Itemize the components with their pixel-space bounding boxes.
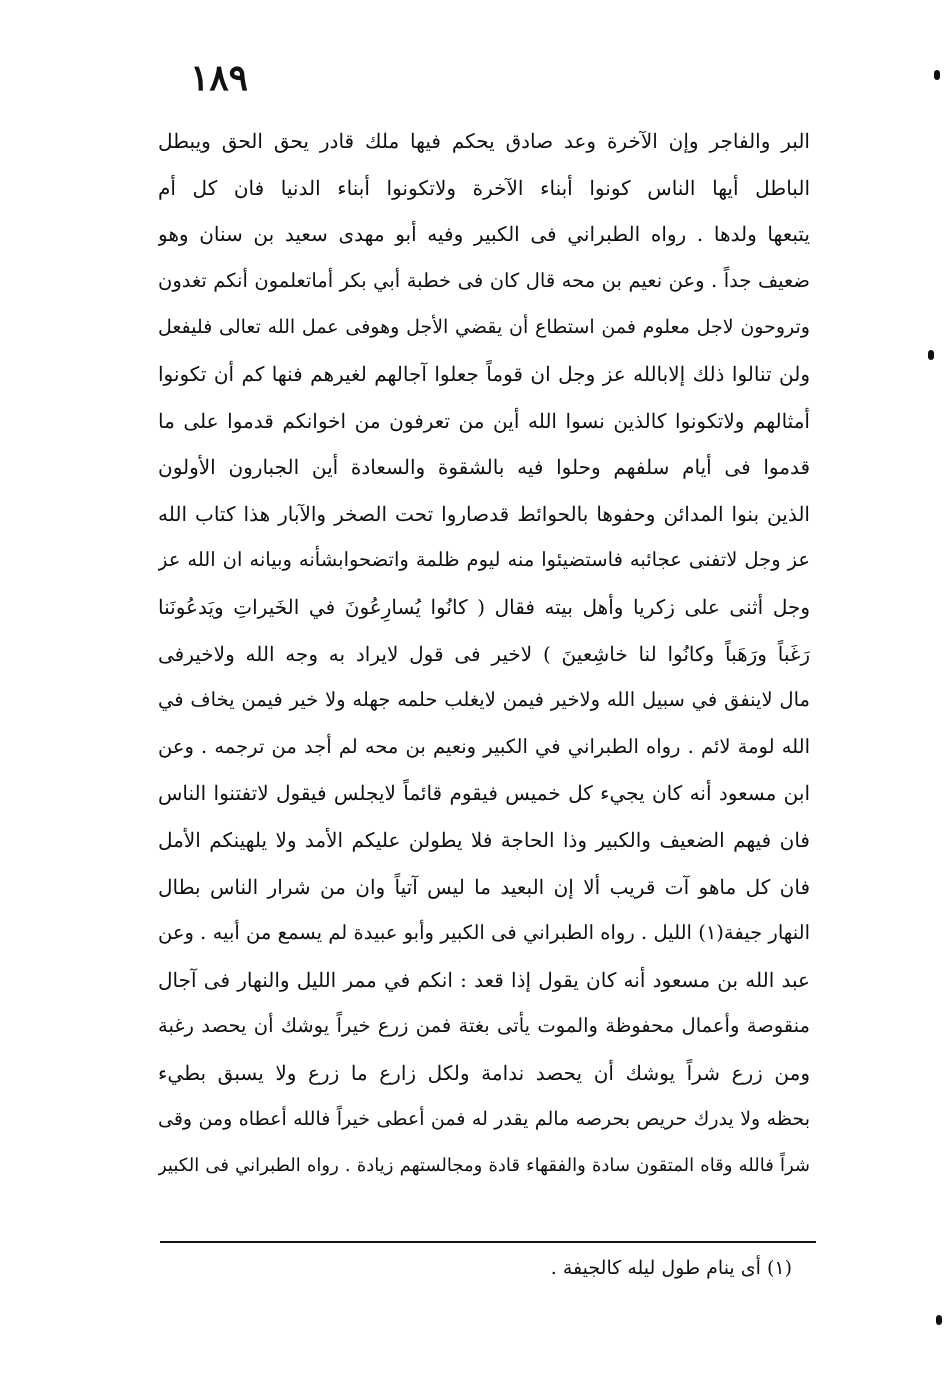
text-line: عز وجل لاتفنى عجائبه فاستضيئوا منه ليوم ظلمة واتضحوابشأنه وبيانه ان الله عز	[158, 548, 810, 572]
text-line: مال لاينفق في سبيل الله ولاخير فيمن لايغلب حلمه جهله ولا خير فيمن يخاف في	[158, 688, 810, 712]
text-line: قدموا فى أيام سلفهم وحلوا فيه بالشقوة والسعادة أين الجبارون الأولون	[158, 455, 810, 480]
text-line: فان كل ماهو آت قريب ألا إن البعيد ما ليس آتياً وان من شرار الناس بطال	[158, 874, 810, 899]
text-line: رَغَباً ورَهَباً وكانُوا لنا خاشِعينَ ) لاخير فى قول لايراد به وجه الله ولاخيرفى	[158, 641, 810, 666]
text-line: الباطل أيها الناس كونوا أبناء الآخرة ولاتكونوا أبناء الدنيا فان كل أم	[158, 175, 810, 200]
text-line: فان فيهم الضعيف والكبير وذا الحاجة فلا يطولن عليكم الأمد ولا يلهينكم الأمل	[158, 827, 810, 852]
text-line: الله لومة لائم . رواه الطبراني في الكبير ونعيم بن محه لم أجد من ترجمه . وعن	[158, 734, 810, 758]
text-line: ضعيف جداً . وعن نعيم بن محه قال كان فى خطبة أبي بكر أماتعلمون أنكم تغدون	[158, 268, 810, 292]
text-line: ولن تنالوا ذلك إلابالله عز وجل ان قوماً جعلوا آجالهم لغيرهم فنها كم أن تكونوا	[158, 361, 810, 386]
scan-mark	[928, 350, 934, 360]
scan-mark	[934, 70, 940, 80]
text-line: منقوصة وأعمال محفوظة والموت يأتى بغتة فمن زرع خيراً يوشك أن يحصد رغبة	[158, 1014, 810, 1038]
text-line: يتبعها ولدها . رواه الطبراني فى الكبير وفيه أبو مهدى سعيد بن سنان وهو	[158, 222, 810, 247]
text-line: الذين بنوا المدائن وحفوها بالحوائط قدصاروا تحت الصخر والآبار هذا كتاب الله	[158, 501, 810, 526]
scan-mark	[936, 1315, 942, 1325]
text-line: النهار جيفة(١) الليل . رواه الطبراني فى الكبير وأبو عبيدة لم يسمع من أبيه . وعن	[158, 921, 810, 945]
footnote: (١) أى ينام طول ليله كالجيفة .	[550, 1257, 792, 1279]
footnote-divider	[160, 1241, 816, 1243]
page-number: ١٨٩	[190, 57, 249, 99]
text-line: ابن مسعود أنه كان يجيء كل خميس فيقوم قائماً لايجلس فيقول لاتفتنوا الناس	[158, 781, 810, 806]
text-line: شراً فالله وقاه المتقون سادة والفقهاء قادة ومجالستهم زيادة . رواه الطبراني فى الكبير	[158, 1155, 810, 1177]
text-line: وتروحون لاجل معلوم فمن استطاع أن يقضي الأجل وهوفى عمل الله تعالى فليفعل	[158, 316, 810, 339]
text-line: البر والفاجر وإن الآخرة وعد صادق يحكم فيها ملك قادر يحق الحق ويبطل	[158, 129, 810, 153]
text-line: أمثالهم ولاتكونوا كالذين نسوا الله أين من تعرفون من اخوانكم قدموا على ما	[158, 408, 810, 433]
text-line: وجل أثنى على زكريا وأهل بيته فقال ( كانُوا يُسارِعُونَ في الخَيراتِ ويَدعُونَنا	[158, 594, 810, 619]
text-line: عبد الله بن مسعود أنه كان يقول إذا قعد : انكم في ممر الليل والنهار فى آجال	[158, 967, 810, 992]
text-line: بحظه ولا يدرك حريص بحرصه مالم يقدر له فمن أعطى خيراً فالله أعطاه ومن وقى	[158, 1108, 810, 1131]
body-text	[158, 118, 810, 1190]
text-line: ومن زرع شراً يوشك أن يحصد ندامة ولكل زارع ما زرع ولا يسبق بطيء	[158, 1060, 810, 1085]
